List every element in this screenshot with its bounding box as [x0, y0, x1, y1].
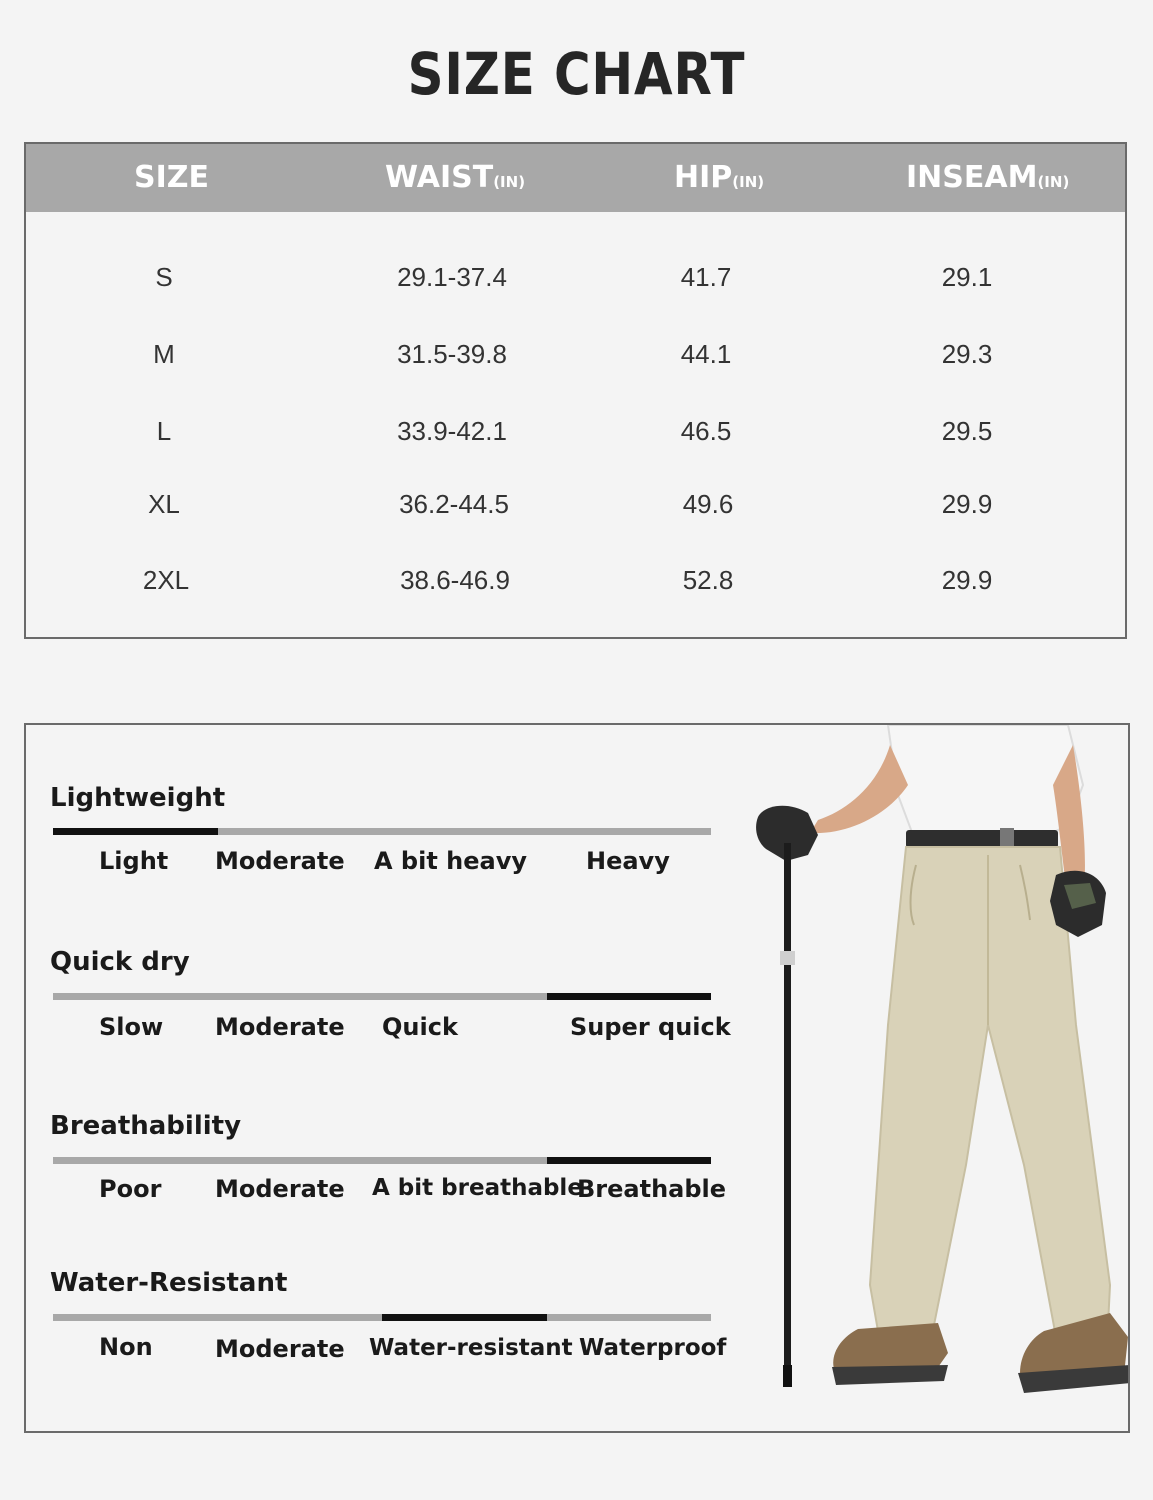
cell-inseam: 29.3: [941, 339, 993, 369]
option-label: Moderate: [215, 1335, 345, 1363]
option-label: A bit breathable: [372, 1175, 583, 1201]
table-header: [26, 144, 1125, 212]
size-table: [24, 142, 1127, 639]
cell-inseam: 29.9: [941, 565, 993, 595]
cell-waist: 36.2-44.5: [399, 489, 509, 519]
cell-hip: 41.7: [680, 262, 732, 292]
option-label: Super quick: [570, 1013, 731, 1041]
option-label: Breathable: [577, 1175, 727, 1203]
cell-size: 2XL: [142, 565, 190, 595]
rating-bar-water-resistant: [53, 1314, 711, 1321]
shirt: [888, 725, 1083, 835]
feature-title-lightweight: Lightweight: [50, 783, 226, 813]
option-label: Water-resistant: [369, 1335, 573, 1361]
cell-hip: 49.6: [682, 489, 734, 519]
rating-bar-quick-dry: [53, 993, 711, 1000]
model-photo: [738, 725, 1130, 1431]
pole-tip: [783, 1365, 792, 1387]
cell-waist: 29.1-37.4: [397, 262, 507, 292]
cell-hip: 52.8: [682, 565, 734, 595]
pole-clamp: [780, 951, 795, 965]
cell-waist: 33.9-42.1: [397, 416, 507, 446]
option-label: Moderate: [215, 1175, 345, 1203]
option-label: Quick: [382, 1013, 458, 1041]
cell-size: M: [153, 339, 175, 369]
feature-title-breathability: Breathability: [50, 1111, 242, 1141]
option-label: A bit heavy: [374, 847, 528, 875]
belt: [906, 830, 1058, 848]
cell-inseam: 29.5: [941, 416, 993, 446]
rating-bar-active-segment: [53, 828, 218, 835]
left-shoe-sole: [832, 1365, 948, 1385]
cell-size: S: [155, 262, 173, 292]
option-label: Moderate: [215, 847, 345, 875]
rating-bar-active-segment: [382, 1314, 547, 1321]
option-label: Light: [99, 847, 169, 875]
rating-bar-lightweight: [53, 828, 711, 835]
feature-title-water-resistant: Water-Resistant: [50, 1268, 288, 1298]
feature-panel: [24, 723, 1130, 1433]
rating-bar-active-segment: [547, 993, 712, 1000]
option-label: Slow: [99, 1013, 164, 1041]
rating-bar-active-segment: [547, 1157, 712, 1164]
cell-size: XL: [148, 489, 180, 519]
cell-inseam: 29.9: [941, 489, 993, 519]
option-label: Heavy: [586, 847, 670, 875]
header-size: SIZE: [134, 160, 210, 195]
header-inseam: INSEAM(IN): [906, 160, 1070, 195]
header-waist: WAIST(IN): [385, 160, 526, 195]
cell-waist: 31.5-39.8: [397, 339, 507, 369]
cell-waist: 38.6-46.9: [400, 565, 510, 595]
option-label: Waterproof: [579, 1335, 727, 1361]
page-title: SIZE CHART: [407, 40, 746, 108]
feature-title-quick-dry: Quick dry: [50, 947, 190, 977]
cell-hip: 44.1: [680, 339, 732, 369]
option-label: Moderate: [215, 1013, 345, 1041]
cell-hip: 46.5: [680, 416, 732, 446]
cell-inseam: 29.1: [941, 262, 993, 292]
option-label: Poor: [99, 1175, 162, 1203]
cell-size: L: [156, 416, 172, 446]
rating-bar-breathability: [53, 1157, 711, 1164]
left-arm: [810, 745, 908, 833]
option-label: Non: [99, 1333, 153, 1361]
trekking-pole: [784, 843, 791, 1383]
header-hip: HIP(IN): [674, 160, 765, 195]
